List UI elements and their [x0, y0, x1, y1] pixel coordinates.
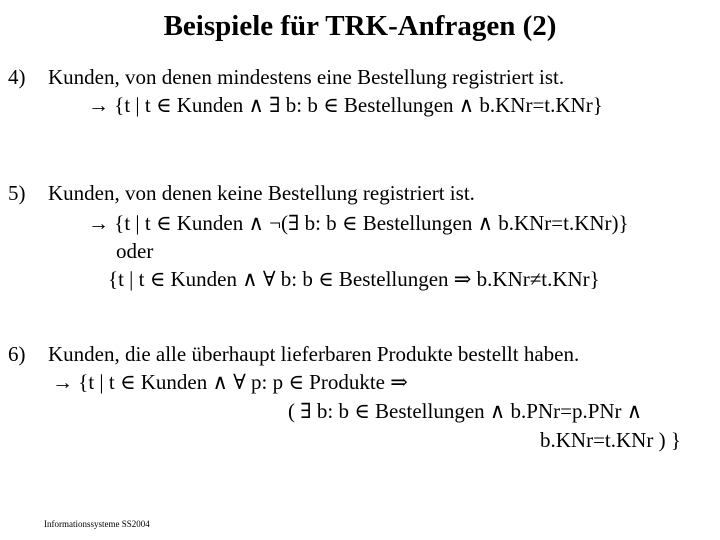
item-heading: Kunden, von denen keine Bestellung registriert ist. [48, 181, 475, 205]
formula-line: → {t | t ∈ Kunden ∧ ∀ p: p ∈ Produkte ⇒ [52, 370, 408, 394]
item-number: 5) [8, 181, 26, 205]
slide-title: Beispiele für TRK-Anfragen (2) [163, 10, 557, 42]
formula-line: {t | t ∈ Kunden ∧ ∀ b: b ∈ Bestellungen ⇒ b.KNr≠t.KNr} [108, 267, 600, 291]
item-number: 6) [8, 342, 26, 366]
formula-line: → {t | t ∈ Kunden ∧ ∃ b: b ∈ Bestellungen ∧ b.KNr=t.KNr} [88, 93, 603, 117]
formula-line: b.KNr=t.KNr ) } [540, 428, 681, 452]
footer-text: Informationssysteme SS2004 [44, 519, 150, 529]
item-number: 4) [8, 65, 26, 89]
connector-text: oder [116, 239, 154, 263]
item-heading: Kunden, von denen mindestens eine Bestellung registriert ist. [48, 65, 565, 89]
formula-line: → {t | t ∈ Kunden ∧ ¬(∃ b: b ∈ Bestellungen ∧ b.KNr=t.KNr)} [88, 211, 629, 235]
item-heading: Kunden, die alle überhaupt lieferbaren Produkte bestellt haben. [48, 342, 580, 366]
formula-line: ( ∃ b: b ∈ Bestellungen ∧ b.PNr=p.PNr ∧ [288, 399, 643, 423]
